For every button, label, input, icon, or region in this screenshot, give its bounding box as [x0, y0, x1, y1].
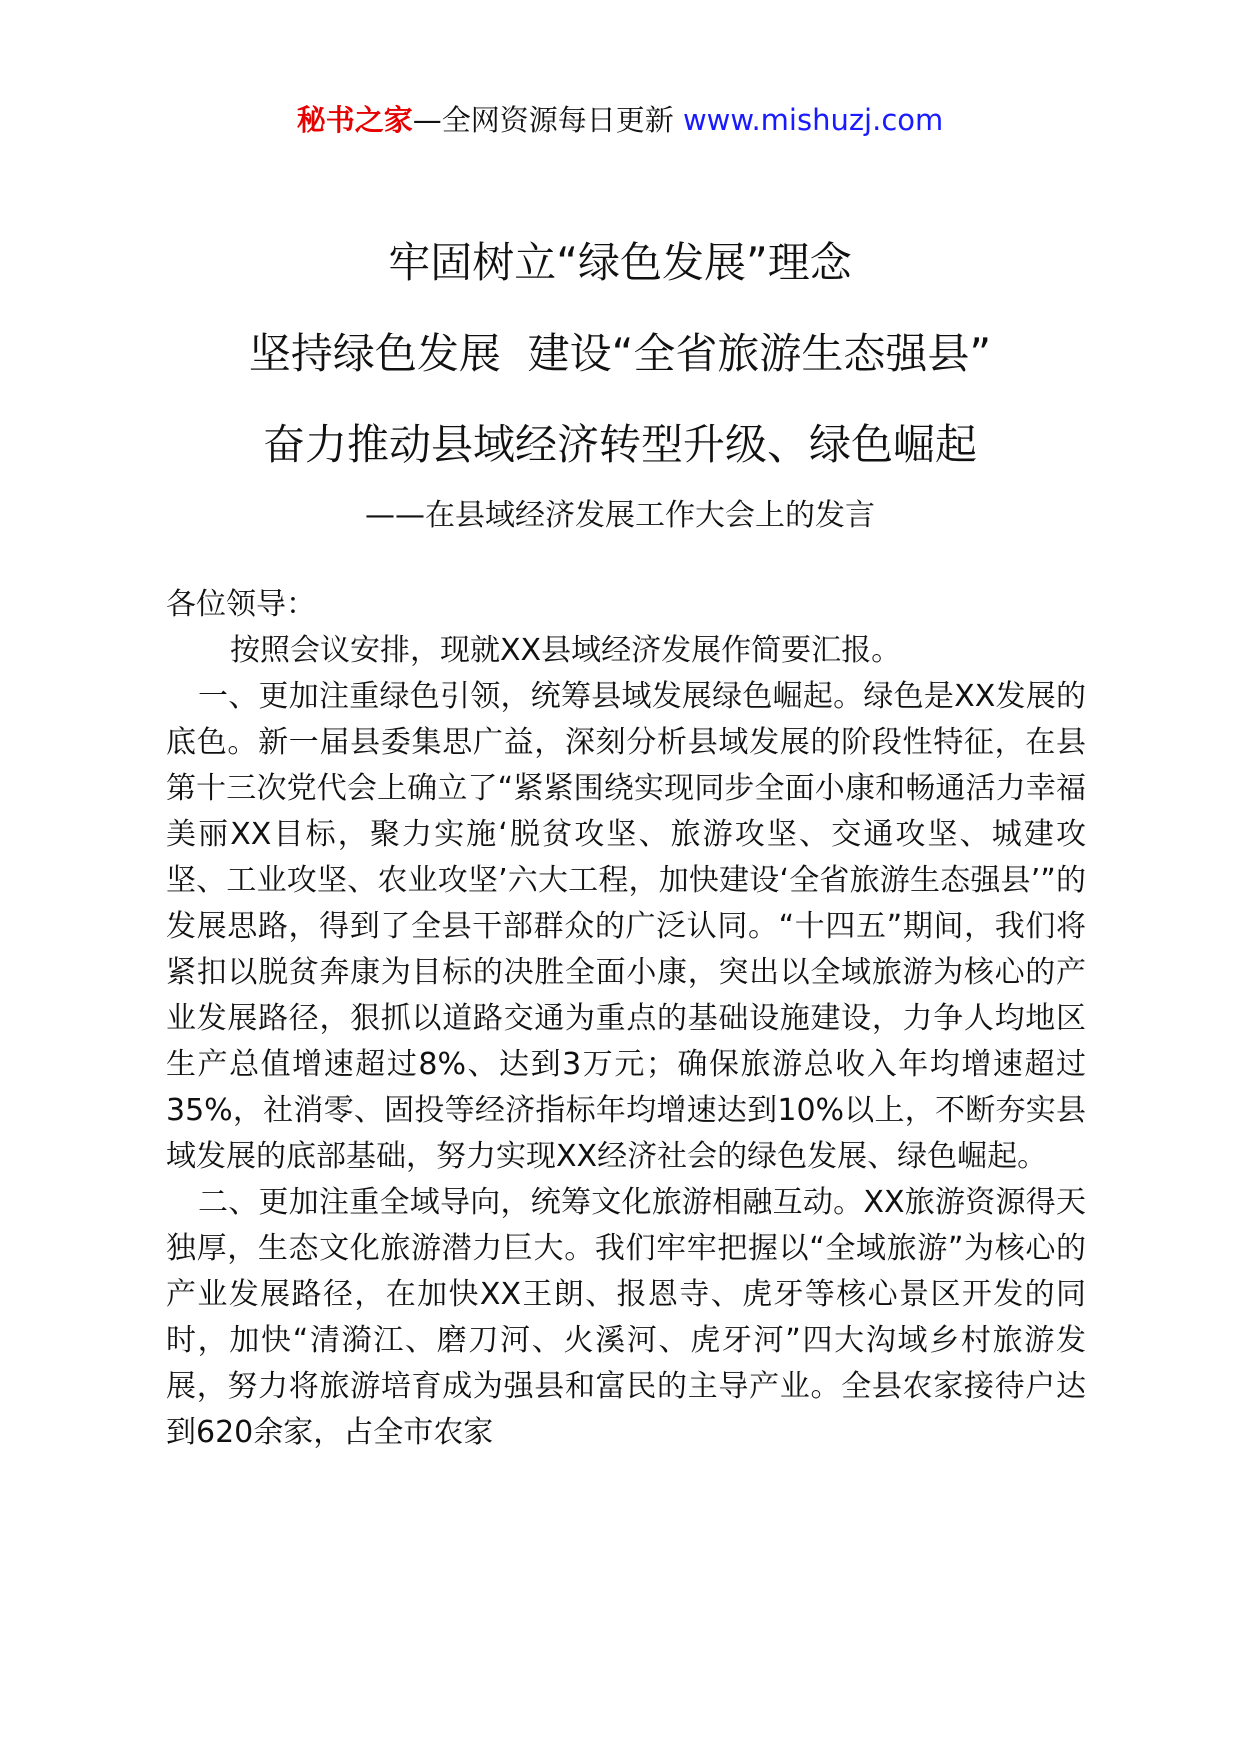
intro-paragraph: 按照会议安排，现就XX县域经济发展作简要汇报。 — [230, 633, 902, 668]
site-header — [0, 100, 1240, 140]
document-title-line-1: 牢固树立“绿色发展”理念 — [388, 238, 852, 287]
section-2-paragraph: 二、更加注重全域导向，统筹文化旅游相融互动。XX旅游资源得天独厚，生态文化旅游潜力巨大。我们牢牢把握以“全域旅游”为核心的产业发展路径，在加快XX王朗、报恩寺、虎牙等核心景区开发的同时，加快“清漪江、磨刀河、火溪河、虎牙河”四大沟域乡村旅游发展，努力将旅游培育成为强县和富民的主导产业。全县农家接待户达到620余家，占全市农家 — [166, 1185, 1086, 1450]
document-title-line-2: 坚持绿色发展 建设“全省旅游生态强县” — [248, 329, 992, 378]
brand-name: 秘书之家 — [296, 103, 413, 137]
document-title-line-3: 奋力推动县域经济转型升级、绿色崛起 — [262, 420, 977, 469]
salutation: 各位领导： — [166, 587, 316, 622]
document-body — [166, 582, 1086, 1456]
header-tagline: —全网资源每日更新 — [412, 103, 674, 137]
document-subtitle: ——在县域经济发展工作大会上的发言 — [365, 498, 875, 533]
site-url-link[interactable]: www.mishuzj.com — [682, 103, 944, 137]
document-title-block — [0, 238, 1240, 470]
section-1-paragraph: 一、更加注重绿色引领，统筹县域发展绿色崛起。绿色是XX发展的底色。新一届县委集思广益，深刻分析县域发展的阶段性特征，在县第十三次党代会上确立了“紧紧围绕实现同步全面小康和畅通活力幸福美丽XX目标，聚力实施‘脱贫攻坚、旅游攻坚、交通攻坚、城建攻坚、工业攻坚、农业攻坚’六大工程，加快建设‘全省旅游生态强县’”的发展思路，得到了全县干部群众的广泛认同。“十四五”期间，我们将紧扣以脱贫奔康为目标的决胜全面小康，突出以全域旅游为核心的产业发展路径，狠抓以道路交通为重点的基础设施建设，力争人均地区生产总值增速超过8%、达到3万元；确保旅游总收入年均增速超过35%，社消零、固投等经济指标年均增速达到10%以上，不断夯实县域发展的底部基础，努力实现XX经济社会的绿色发展、绿色崛起。 — [166, 679, 1086, 1174]
